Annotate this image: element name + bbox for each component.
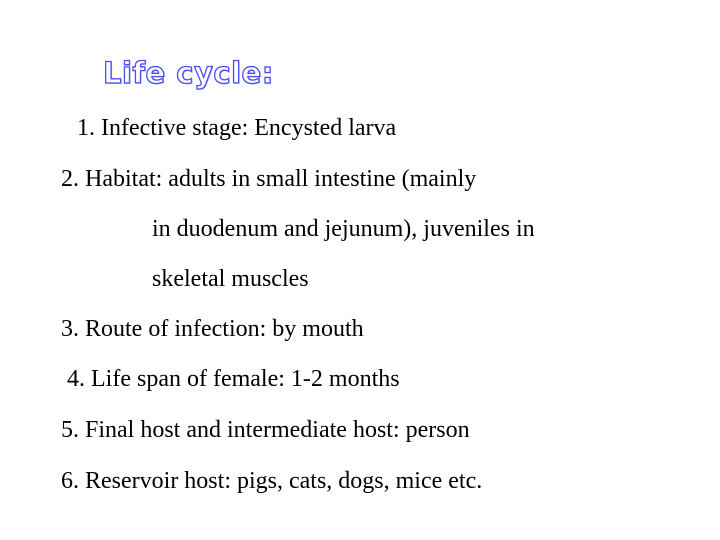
- list-item-life-span: 4. Life span of female: 1-2 months: [67, 366, 400, 392]
- list-item-habitat-continued: in duodenum and jejunum), juveniles in: [152, 216, 535, 242]
- list-item-habitat: 2. Habitat: adults in small intestine (mainly: [61, 166, 477, 192]
- list-item-reservoir-host: 6. Reservoir host: pigs, cats, dogs, mice etc.: [61, 468, 483, 494]
- list-item-infective-stage: 1. Infective stage: Encysted larva: [77, 115, 397, 141]
- list-item-route-of-infection: 3. Route of infection: by mouth: [61, 316, 364, 342]
- list-item-final-host: 5. Final host and intermediate host: person: [61, 417, 470, 443]
- list-item-habitat-continued-2: skeletal muscles: [152, 266, 309, 292]
- slide-title: Life cycle:: [103, 56, 274, 90]
